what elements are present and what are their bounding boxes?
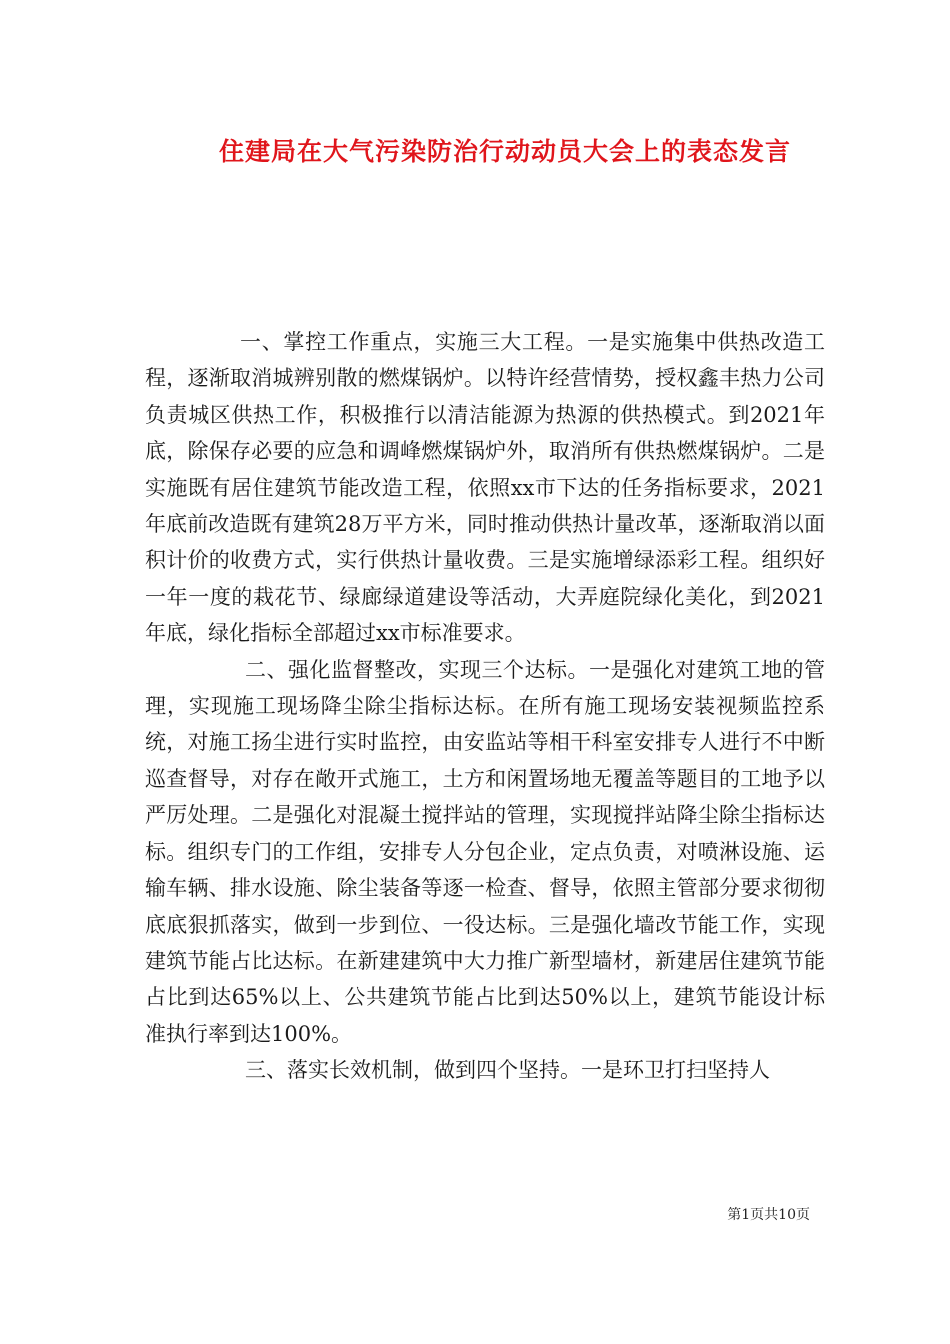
paragraph-1: 一、掌控工作重点，实施三大工程。一是实施集中供热改造工程，逐渐取消城辨别散的燃煤锅炉。以特许经营情势，授权鑫丰热力公司负责城区供热工作，积极推行以清洁能源为热源的供热模式。到2021年底，除保存必要的应急和调峰燃煤锅炉外，取消所有供热燃煤锅炉。二是实施既有居住建筑节能改造工程，依照xx市下达的任务指标要求，2021年底前改造既有建筑28万平方米，同时推动供热计量改革，逐渐取消以面积计价的收费方式，实行供热计量收费。三是实施增绿添彩工程。组织好一年一度的栽花节、绿廊绿道建设等活动，大弄庭院绿化美化，到2021年底，绿化指标全部超过xx市标准要求。 xyxy=(145,330,825,646)
document-body xyxy=(145,324,825,1089)
page-footer: 第1页共10页 xyxy=(727,1207,810,1223)
document-title: 住建局在大气污染防治行动动员大会上的表态发言 xyxy=(218,137,791,166)
paragraph-3: 三、落实长效机制，做到四个坚持。一是环卫打扫坚持人 xyxy=(245,1058,770,1083)
paragraph-2: 二、强化监督整改，实现三个达标。一是强化对建筑工地的管理，实现施工现场降尘除尘指标达标。在所有施工现场安装视频监控系统，对施工扬尘进行实时监控，由安监站等相干科室安排专人进行不中断巡查督导，对存在敞开式施工，土方和闲置场地无覆盖等题目的工地予以严厉处理。二是强化对混凝土搅拌站的管理，实现搅拌站降尘除尘指标达标。组织专门的工作组，安排专人分包企业，定点负责，对喷淋设施、运输车辆、排水设施、除尘装备等逐一检查、督导，依照主管部分要求彻彻底底狠抓落实，做到一步到位、一役达标。三是强化墙改节能工作，实现建筑节能占比达标。在新建建筑中大力推广新型墙材，新建居住建筑节能占比到达65%以上、公共建筑节能占比到达50%以上，建筑节能设计标准执行率到达100%。 xyxy=(145,657,825,1046)
